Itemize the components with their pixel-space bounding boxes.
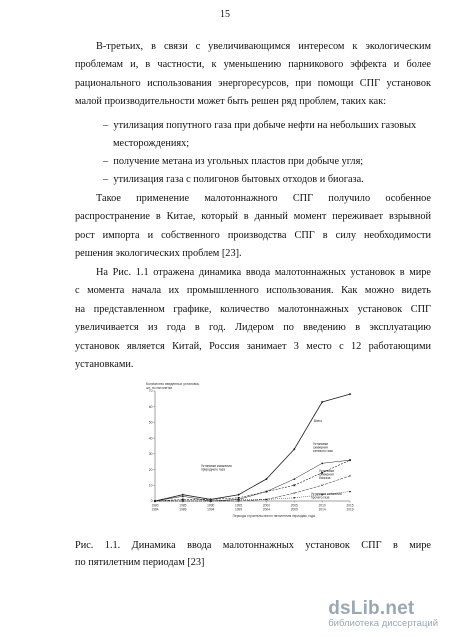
chart-point — [182, 500, 184, 502]
caption-line-2: по пятилетним периодам [23] — [75, 557, 205, 568]
chart-x-tick-sublabel: 1999 — [235, 507, 243, 512]
chart-x-tick-sublabel: 1994 — [207, 507, 215, 512]
chart-y-tick-label: 20 — [148, 467, 153, 472]
bullet-item-1 — [103, 117, 416, 135]
para2-line: рост импорта и собственного производства СПГ в силу необходимости — [75, 229, 431, 241]
page-number: 15 — [220, 9, 230, 20]
para2-line: распространение в Китае, который в данный момент переживает взрывной — [75, 211, 431, 223]
paragraph-1 — [75, 38, 431, 112]
chart-point — [293, 484, 295, 486]
figure-caption — [75, 537, 431, 571]
para1-line: рационального использования энергоресурсов, при помощи СПГ установок — [75, 77, 431, 89]
bullet-marker: – — [103, 156, 109, 167]
chart-point — [266, 499, 268, 501]
watermark — [328, 598, 438, 629]
figure-chart — [143, 380, 356, 520]
chart-y-tick-label: 0 — [150, 499, 153, 504]
chart-y-tick-label: 30 — [148, 452, 153, 457]
chart-x-tick-label: 1995 — [235, 503, 243, 508]
caption-line-1: Рис. 1.1. Динамика ввода малотоннажных установок СПГ в мире — [75, 540, 431, 551]
watermark-logo: dsLib.net — [328, 598, 415, 619]
para1-line: малой производительности может быть решен ряд проблем, таких как: — [75, 96, 387, 108]
chart-series-label: Установки сжижения природного газа — [201, 464, 232, 472]
chart-series-label: Установки сжижения прочего газа — [311, 492, 342, 500]
para3-line: на представленном графике, количество малотоннажных установок СПГ — [75, 303, 431, 315]
chart-point — [182, 499, 184, 501]
para3-line: с момента начала их промышленного использования. Как можно видеть — [75, 285, 431, 297]
para3-line: установками. — [75, 359, 134, 371]
chart-x-tick-label: 1985 — [179, 503, 187, 508]
bullet-item-1-continuation: месторождениях; — [113, 138, 190, 149]
chart-x-tick-sublabel: 1984 — [151, 507, 159, 512]
chart-x-tick-sublabel: 2004 — [262, 507, 270, 512]
chart-point — [238, 499, 240, 501]
para1-line: проблемам и, в частности, к уменьшению парникового эффекта и более — [75, 59, 431, 71]
chart-x-tick-label: 1990 — [207, 503, 215, 508]
chart-x-tick-sublabel: 1989 — [179, 507, 187, 512]
chart-y-tick-label: 70 — [148, 389, 153, 394]
para3-line: На Рис. 1.1 отражена динамика ввода малотоннажных установок в мире — [96, 267, 431, 278]
bullet-item-2 — [103, 153, 363, 171]
para3-line: увеличивается из года в год. Лидером по введению в эксплуатацию — [75, 322, 431, 334]
bullet-item-3 — [103, 171, 364, 189]
chart-series-label: Установки сжижения сетевого газа — [313, 442, 333, 454]
para2-line: решения экологических проблем [23]. — [75, 248, 242, 260]
chart-y-tick-label: 40 — [148, 436, 153, 441]
chart-series-label: Всего — [313, 419, 323, 423]
para1-line: В-третьих, в связи с увеличивающимся интересом к экологическим — [96, 41, 431, 52]
chart-x-tick-label: 2000 — [262, 503, 270, 508]
chart-x-tick-sublabel: 2019 — [346, 507, 354, 512]
chart-x-tick-sublabel: 2009 — [290, 507, 298, 512]
chart-x-tick-sublabel: 2014 — [318, 507, 326, 512]
chart-svg — [143, 380, 356, 520]
chart-ylabel: Количество введенных установок, шт. по пятилетке — [146, 382, 200, 390]
chart-x-tick-label: 2005 — [290, 503, 298, 508]
chart-point — [210, 500, 212, 502]
chart-point — [349, 491, 351, 493]
chart-point — [293, 478, 295, 480]
chart-y-tick-label: 50 — [148, 420, 153, 425]
paragraph-2 — [75, 190, 431, 264]
bullet-marker: – — [103, 120, 109, 131]
chart-x-tick-label: 2015 — [346, 503, 354, 508]
bullet-text: утилизация попутного газа при добыче нефти на небольших газовых — [113, 120, 417, 131]
chart-xlabel: Периоды строительства по пятилетним периодам, годы — [232, 514, 316, 518]
chart-x-tick-label: 2010 — [318, 503, 326, 508]
chart-series-label: Установки сжижения биогаза — [319, 469, 335, 481]
para2-line: Такое применение малотоннажного СПГ получило особенное — [96, 193, 431, 204]
bullet-text: утилизация газа с полигонов бытовых отходов и биогаза. — [113, 174, 364, 185]
watermark-subtitle: библиотека диссертаций — [328, 618, 438, 629]
chart-y-tick-label: 10 — [148, 483, 153, 488]
chart-point — [349, 393, 351, 395]
para3-line: установок является Китай, Россия занимает 3 место с 12 работающими — [75, 340, 431, 352]
chart-point — [154, 500, 156, 502]
paragraph-3 — [75, 264, 431, 374]
chart-y-tick-label: 60 — [148, 404, 153, 409]
bullet-marker: – — [103, 174, 109, 185]
chart-point — [293, 497, 295, 499]
chart-x-tick-label: 1980 — [151, 503, 159, 508]
bullet-text: получение метана из угольных пластов при добыче угля; — [113, 156, 364, 167]
